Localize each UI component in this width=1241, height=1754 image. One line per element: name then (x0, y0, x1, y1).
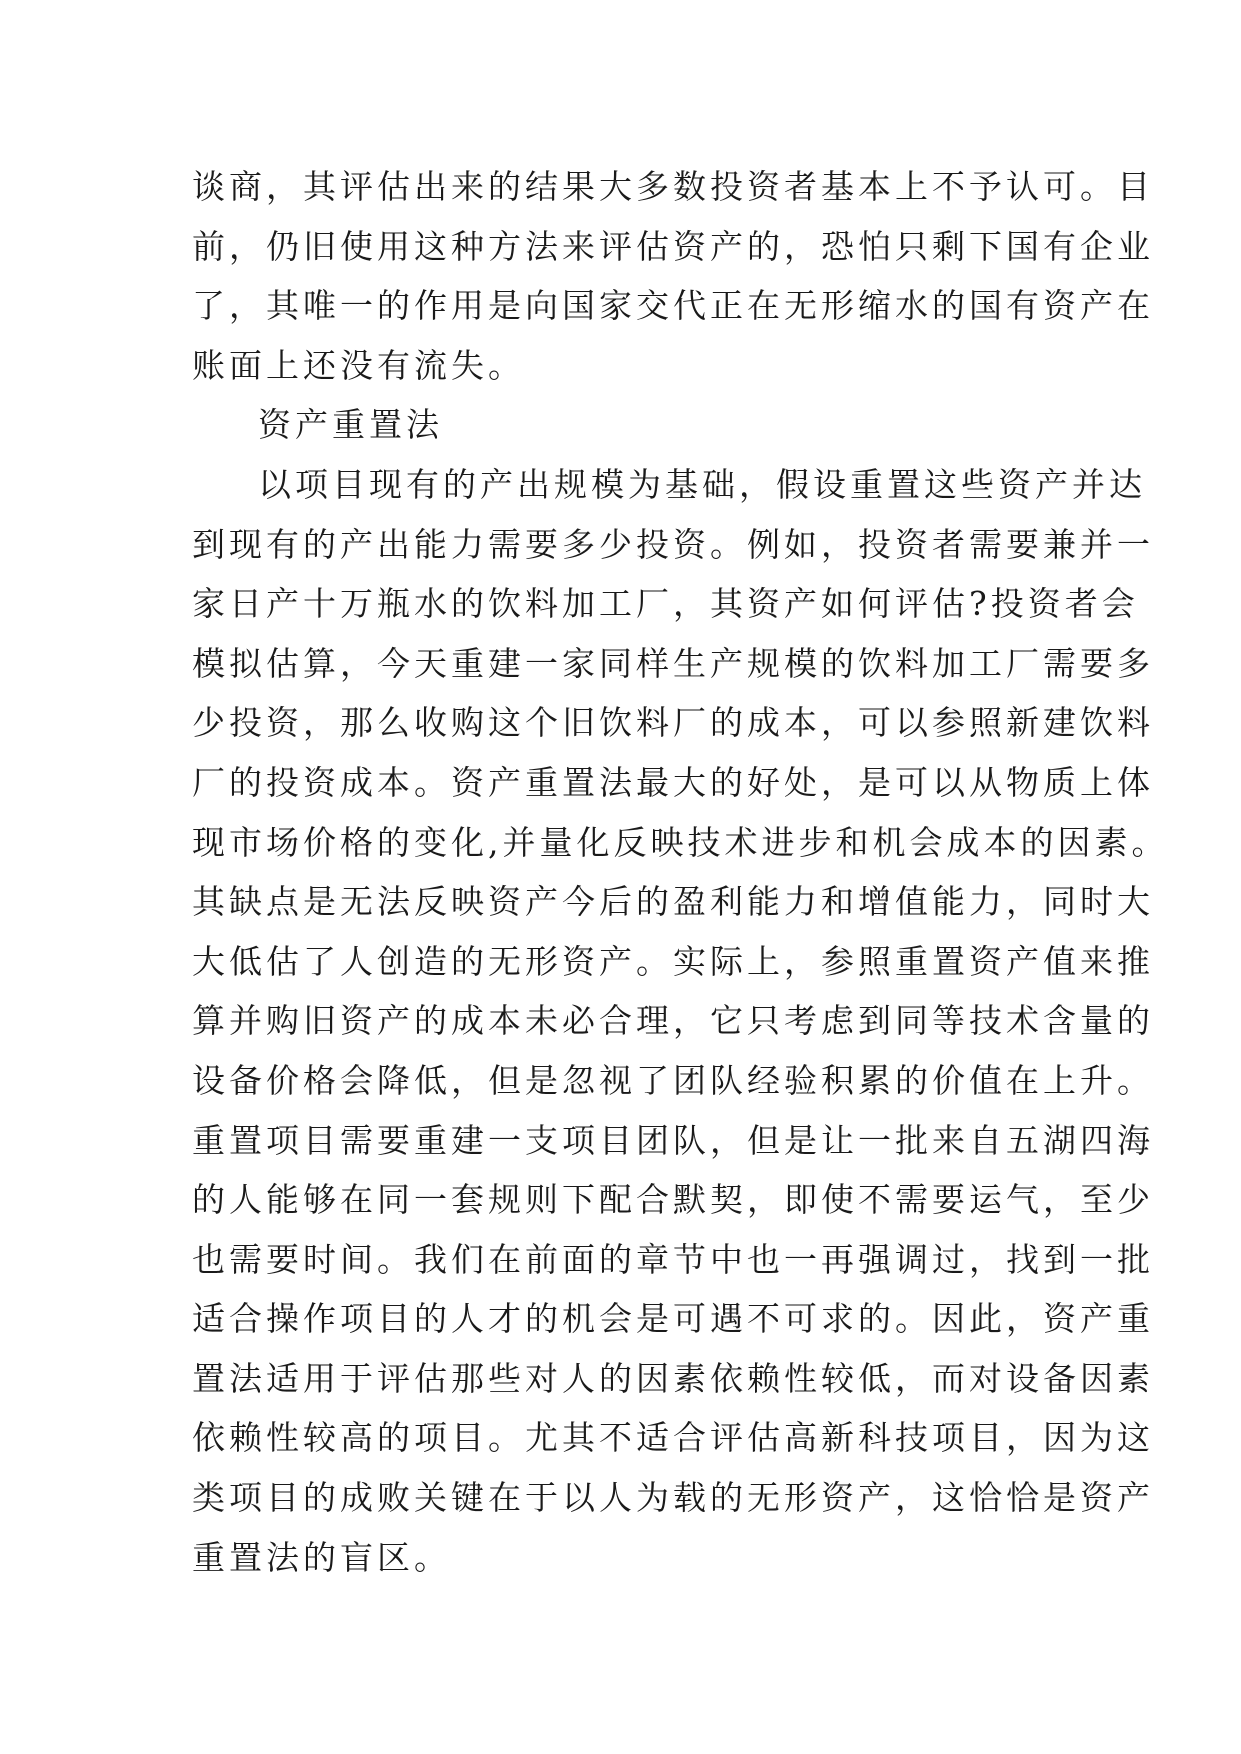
text-line: 重置项目需要重建一支项目团队，但是让一批来自五湖四海 (192, 1120, 1154, 1160)
text-line: 依赖性较高的项目。尤其不适合评估高新科技项目，因为这 (192, 1418, 1154, 1458)
text-line: 重置法的盲区。 (192, 1537, 451, 1577)
text-line: 了，其唯一的作用是向国家交代正在无形缩水的国有资产在 (192, 286, 1154, 326)
text-line: 适合操作项目的人才的机会是可遇不可求的。因此，资产重 (192, 1299, 1154, 1339)
text-line: 大低估了人创造的无形资产。实际上，参照重置资产值来推 (192, 941, 1154, 981)
text-line: 现市场价格的变化,并量化反映技术进步和机会成本的因素。 (192, 822, 1169, 862)
text-line: 账面上还没有流失。 (192, 345, 525, 385)
text-line: 置法适用于评估那些对人的因素依赖性较低，而对设备因素 (192, 1358, 1154, 1398)
text-line: 也需要时间。我们在前面的章节中也一再强调过，找到一批 (192, 1239, 1154, 1279)
text-line: 设备价格会降低，但是忽视了团队经验积累的价值在上升。 (192, 1060, 1154, 1100)
text-line: 算并购旧资产的成本未必合理，它只考虑到同等技术含量的 (192, 1001, 1154, 1041)
text-line: 模拟估算，今天重建一家同样生产规模的饮料加工厂需要多 (192, 643, 1154, 683)
document-body (192, 157, 1169, 1587)
text-line: 以项目现有的产出规模为基础，假设重置这些资产并达 (258, 464, 1146, 504)
text-line: 少投资，那么收购这个旧饮料厂的成本，可以参照新建饮料 (192, 703, 1154, 743)
text-line: 厂的投资成本。资产重置法最大的好处，是可以从物质上体 (192, 762, 1154, 802)
text-line: 谈商，其评估出来的结果大多数投资者基本上不予认可。目 (192, 167, 1154, 206)
text-line: 的人能够在同一套规则下配合默契，即使不需要运气，至少 (192, 1180, 1154, 1220)
section-heading: 资产重置法 (258, 405, 443, 445)
text-line: 其缺点是无法反映资产今后的盈利能力和增值能力，同时大 (192, 882, 1154, 922)
text-line: 前，仍旧使用这种方法来评估资产的，恐怕只剩下国有企业 (192, 226, 1154, 266)
text-line: 到现有的产出能力需要多少投资。例如，投资者需要兼并一 (192, 524, 1154, 564)
text-line: 类项目的成败关键在于以人为载的无形资产，这恰恰是资产 (192, 1478, 1154, 1518)
text-line: 家日产十万瓶水的饮料加工厂，其资产如何评估?投资者会 (192, 584, 1139, 624)
